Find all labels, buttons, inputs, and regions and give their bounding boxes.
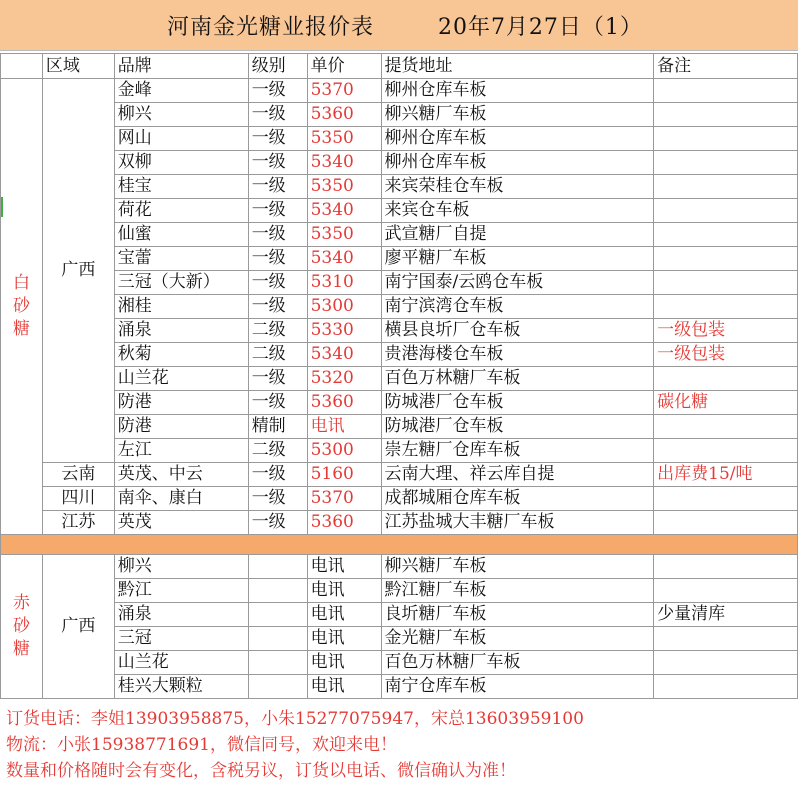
- grade-cell: [248, 579, 307, 603]
- brand-cell: 三冠（大新）: [114, 271, 248, 295]
- header-cell: 单价: [307, 54, 381, 79]
- brand-cell: 柳兴: [114, 555, 248, 579]
- price-cell: 电讯: [307, 415, 381, 439]
- footer-notes: [6, 706, 584, 784]
- price-cell: 5330: [307, 319, 381, 343]
- brand-cell: 防港: [114, 415, 248, 439]
- price-cell: 电讯: [307, 555, 381, 579]
- price-table: [0, 53, 798, 699]
- table-row: [1, 199, 798, 223]
- brand-cell: 湘桂: [114, 295, 248, 319]
- table-row: [1, 175, 798, 199]
- category-label-red: 赤 砂 糖: [1, 555, 43, 699]
- note-cell: 一级包装: [654, 343, 798, 367]
- brand-cell: 英茂、中云: [114, 463, 248, 487]
- page-title: 河南金光糖业报价表 20年7月27日（1）: [167, 15, 643, 40]
- category-label-white: 白 砂 糖: [1, 79, 43, 535]
- grade-cell: 一级: [248, 175, 307, 199]
- address-cell: 百色万林糖厂车板: [381, 367, 654, 391]
- note-cell: [654, 651, 798, 675]
- brand-cell: 双柳: [114, 151, 248, 175]
- price-cell: 5350: [307, 127, 381, 151]
- address-cell: 贵港海楼仓车板: [381, 343, 654, 367]
- grade-cell: 一级: [248, 487, 307, 511]
- table-row: [1, 319, 798, 343]
- table-row: [1, 487, 798, 511]
- grade-cell: 一级: [248, 463, 307, 487]
- region-cell: 广西: [42, 555, 114, 699]
- address-cell: 柳州仓库车板: [381, 127, 654, 151]
- note-cell: [654, 223, 798, 247]
- footer-logistics: 物流：小张15938771691，微信同号，欢迎来电！: [6, 735, 397, 755]
- address-cell: 武宣糖厂自提: [381, 223, 654, 247]
- table-row: [1, 603, 798, 627]
- table-row: [1, 127, 798, 151]
- brand-cell: 桂宝: [114, 175, 248, 199]
- table-row: [1, 675, 798, 699]
- header-cell: 级别: [248, 54, 307, 79]
- region-cell: 广西: [42, 79, 114, 463]
- grade-cell: 一级: [248, 223, 307, 247]
- address-cell: 柳州仓库车板: [381, 151, 654, 175]
- address-cell: 防城港厂仓车板: [381, 415, 654, 439]
- price-cell: 电讯: [307, 675, 381, 699]
- price-cell: 5340: [307, 151, 381, 175]
- price-cell: 5370: [307, 79, 381, 103]
- brand-cell: 黔江: [114, 579, 248, 603]
- address-cell: 来宾荣桂仓车板: [381, 175, 654, 199]
- price-cell: 5310: [307, 271, 381, 295]
- note-cell: [654, 511, 798, 535]
- grade-cell: 一级: [248, 103, 307, 127]
- note-cell: 少量清库: [654, 603, 798, 627]
- price-cell: 5360: [307, 391, 381, 415]
- table-row: [1, 247, 798, 271]
- table-row: [1, 627, 798, 651]
- address-cell: 黔江糖厂车板: [381, 579, 654, 603]
- table-row: [1, 295, 798, 319]
- header-cell: 区域: [42, 54, 114, 79]
- brand-cell: 荷花: [114, 199, 248, 223]
- table-row: [1, 439, 798, 463]
- brand-cell: 金峰: [114, 79, 248, 103]
- brand-cell: 柳兴: [114, 103, 248, 127]
- note-cell: [654, 175, 798, 199]
- note-cell: [654, 295, 798, 319]
- note-cell: 一级包装: [654, 319, 798, 343]
- table-row: [1, 151, 798, 175]
- brand-cell: 山兰花: [114, 651, 248, 675]
- table-row: [1, 651, 798, 675]
- note-cell: [654, 127, 798, 151]
- grade-cell: 一级: [248, 79, 307, 103]
- note-cell: [654, 627, 798, 651]
- price-cell: 5360: [307, 103, 381, 127]
- brand-cell: 桂兴大颗粒: [114, 675, 248, 699]
- grade-cell: 一级: [248, 295, 307, 319]
- address-cell: 柳州仓库车板: [381, 79, 654, 103]
- table-row: [1, 223, 798, 247]
- price-cell: 电讯: [307, 603, 381, 627]
- table-row: [1, 79, 798, 103]
- brand-cell: 仙蜜: [114, 223, 248, 247]
- note-cell: [654, 271, 798, 295]
- note-cell: 出库费15/吨: [654, 463, 798, 487]
- price-cell: 电讯: [307, 579, 381, 603]
- grade-cell: 一级: [248, 127, 307, 151]
- address-cell: 防城港厂仓车板: [381, 391, 654, 415]
- brand-cell: 宝蕾: [114, 247, 248, 271]
- address-cell: 成都城厢仓库车板: [381, 487, 654, 511]
- price-cell: 5370: [307, 487, 381, 511]
- note-cell: [654, 487, 798, 511]
- note-cell: [654, 415, 798, 439]
- address-cell: 金光糖厂车板: [381, 627, 654, 651]
- price-cell: 5300: [307, 295, 381, 319]
- table-row: [1, 415, 798, 439]
- table-row: [1, 463, 798, 487]
- address-cell: 江苏盐城大丰糖厂车板: [381, 511, 654, 535]
- separator-cell: [1, 535, 798, 555]
- table-row: [1, 391, 798, 415]
- price-cell: 5300: [307, 439, 381, 463]
- footer-order-phone: 订货电话：李姐13903958875，小朱15277075947，宋总13603959100: [6, 709, 584, 729]
- note-cell: [654, 151, 798, 175]
- grade-cell: [248, 603, 307, 627]
- address-cell: 南宁仓库车板: [381, 675, 654, 699]
- price-cell: 电讯: [307, 627, 381, 651]
- grade-cell: 一级: [248, 151, 307, 175]
- region-cell: 江苏: [42, 511, 114, 535]
- price-cell: 5340: [307, 199, 381, 223]
- address-cell: 南宁滨湾仓车板: [381, 295, 654, 319]
- note-cell: [654, 367, 798, 391]
- brand-cell: 三冠: [114, 627, 248, 651]
- price-cell: 电讯: [307, 651, 381, 675]
- brand-cell: 山兰花: [114, 367, 248, 391]
- grade-cell: 二级: [248, 439, 307, 463]
- region-cell: 云南: [42, 463, 114, 487]
- header-cell: 品牌: [114, 54, 248, 79]
- header-blank: [1, 54, 43, 79]
- table-row: [1, 511, 798, 535]
- grade-cell: [248, 651, 307, 675]
- brand-cell: 网山: [114, 127, 248, 151]
- address-cell: 云南大理、祥云库自提: [381, 463, 654, 487]
- note-cell: [654, 439, 798, 463]
- note-cell: [654, 103, 798, 127]
- grade-cell: 二级: [248, 343, 307, 367]
- price-cell: 5360: [307, 511, 381, 535]
- price-cell: 5340: [307, 343, 381, 367]
- brand-cell: 南伞、康白: [114, 487, 248, 511]
- address-cell: 横县良圻厂仓车板: [381, 319, 654, 343]
- price-cell: 5340: [307, 247, 381, 271]
- header-cell: 备注: [654, 54, 798, 79]
- section-separator: [1, 535, 798, 555]
- note-cell: [654, 555, 798, 579]
- grade-cell: 一级: [248, 199, 307, 223]
- table-row: [1, 579, 798, 603]
- region-cell: 四川: [42, 487, 114, 511]
- address-cell: 廖平糖厂车板: [381, 247, 654, 271]
- grade-cell: [248, 627, 307, 651]
- brand-cell: 涌泉: [114, 603, 248, 627]
- note-cell: [654, 675, 798, 699]
- grade-cell: [248, 675, 307, 699]
- address-cell: 南宁国泰/云鸥仓车板: [381, 271, 654, 295]
- note-cell: 碳化糖: [654, 391, 798, 415]
- grade-cell: 二级: [248, 319, 307, 343]
- note-cell: [654, 247, 798, 271]
- address-cell: 百色万林糖厂车板: [381, 651, 654, 675]
- price-cell: 5350: [307, 175, 381, 199]
- grade-cell: 一级: [248, 391, 307, 415]
- address-cell: 柳兴糖厂车板: [381, 555, 654, 579]
- note-cell: [654, 579, 798, 603]
- brand-cell: 英茂: [114, 511, 248, 535]
- price-cell: 5320: [307, 367, 381, 391]
- table-row: [1, 103, 798, 127]
- brand-cell: 秋菊: [114, 343, 248, 367]
- table-row: [1, 343, 798, 367]
- brand-cell: 左江: [114, 439, 248, 463]
- grade-cell: 一级: [248, 511, 307, 535]
- grade-cell: 一级: [248, 367, 307, 391]
- brand-cell: 涌泉: [114, 319, 248, 343]
- grade-cell: 精制: [248, 415, 307, 439]
- header-row: [1, 54, 798, 79]
- grade-cell: 一级: [248, 247, 307, 271]
- brand-cell: 防港: [114, 391, 248, 415]
- table-row: [1, 271, 798, 295]
- address-cell: 崇左糖厂仓库车板: [381, 439, 654, 463]
- header-cell: 提货地址: [381, 54, 654, 79]
- note-cell: [654, 199, 798, 223]
- footer-disclaimer: 数量和价格随时会有变化，含税另议，订货以电话、微信确认为准！: [6, 761, 516, 781]
- address-cell: 良圻糖厂车板: [381, 603, 654, 627]
- address-cell: 柳兴糖厂车板: [381, 103, 654, 127]
- note-cell: [654, 79, 798, 103]
- price-cell: 5160: [307, 463, 381, 487]
- address-cell: 来宾仓车板: [381, 199, 654, 223]
- title-bar: [0, 0, 798, 51]
- table-row: [1, 367, 798, 391]
- grade-cell: 一级: [248, 271, 307, 295]
- price-cell: 5350: [307, 223, 381, 247]
- grade-cell: [248, 555, 307, 579]
- table-row: [1, 555, 798, 579]
